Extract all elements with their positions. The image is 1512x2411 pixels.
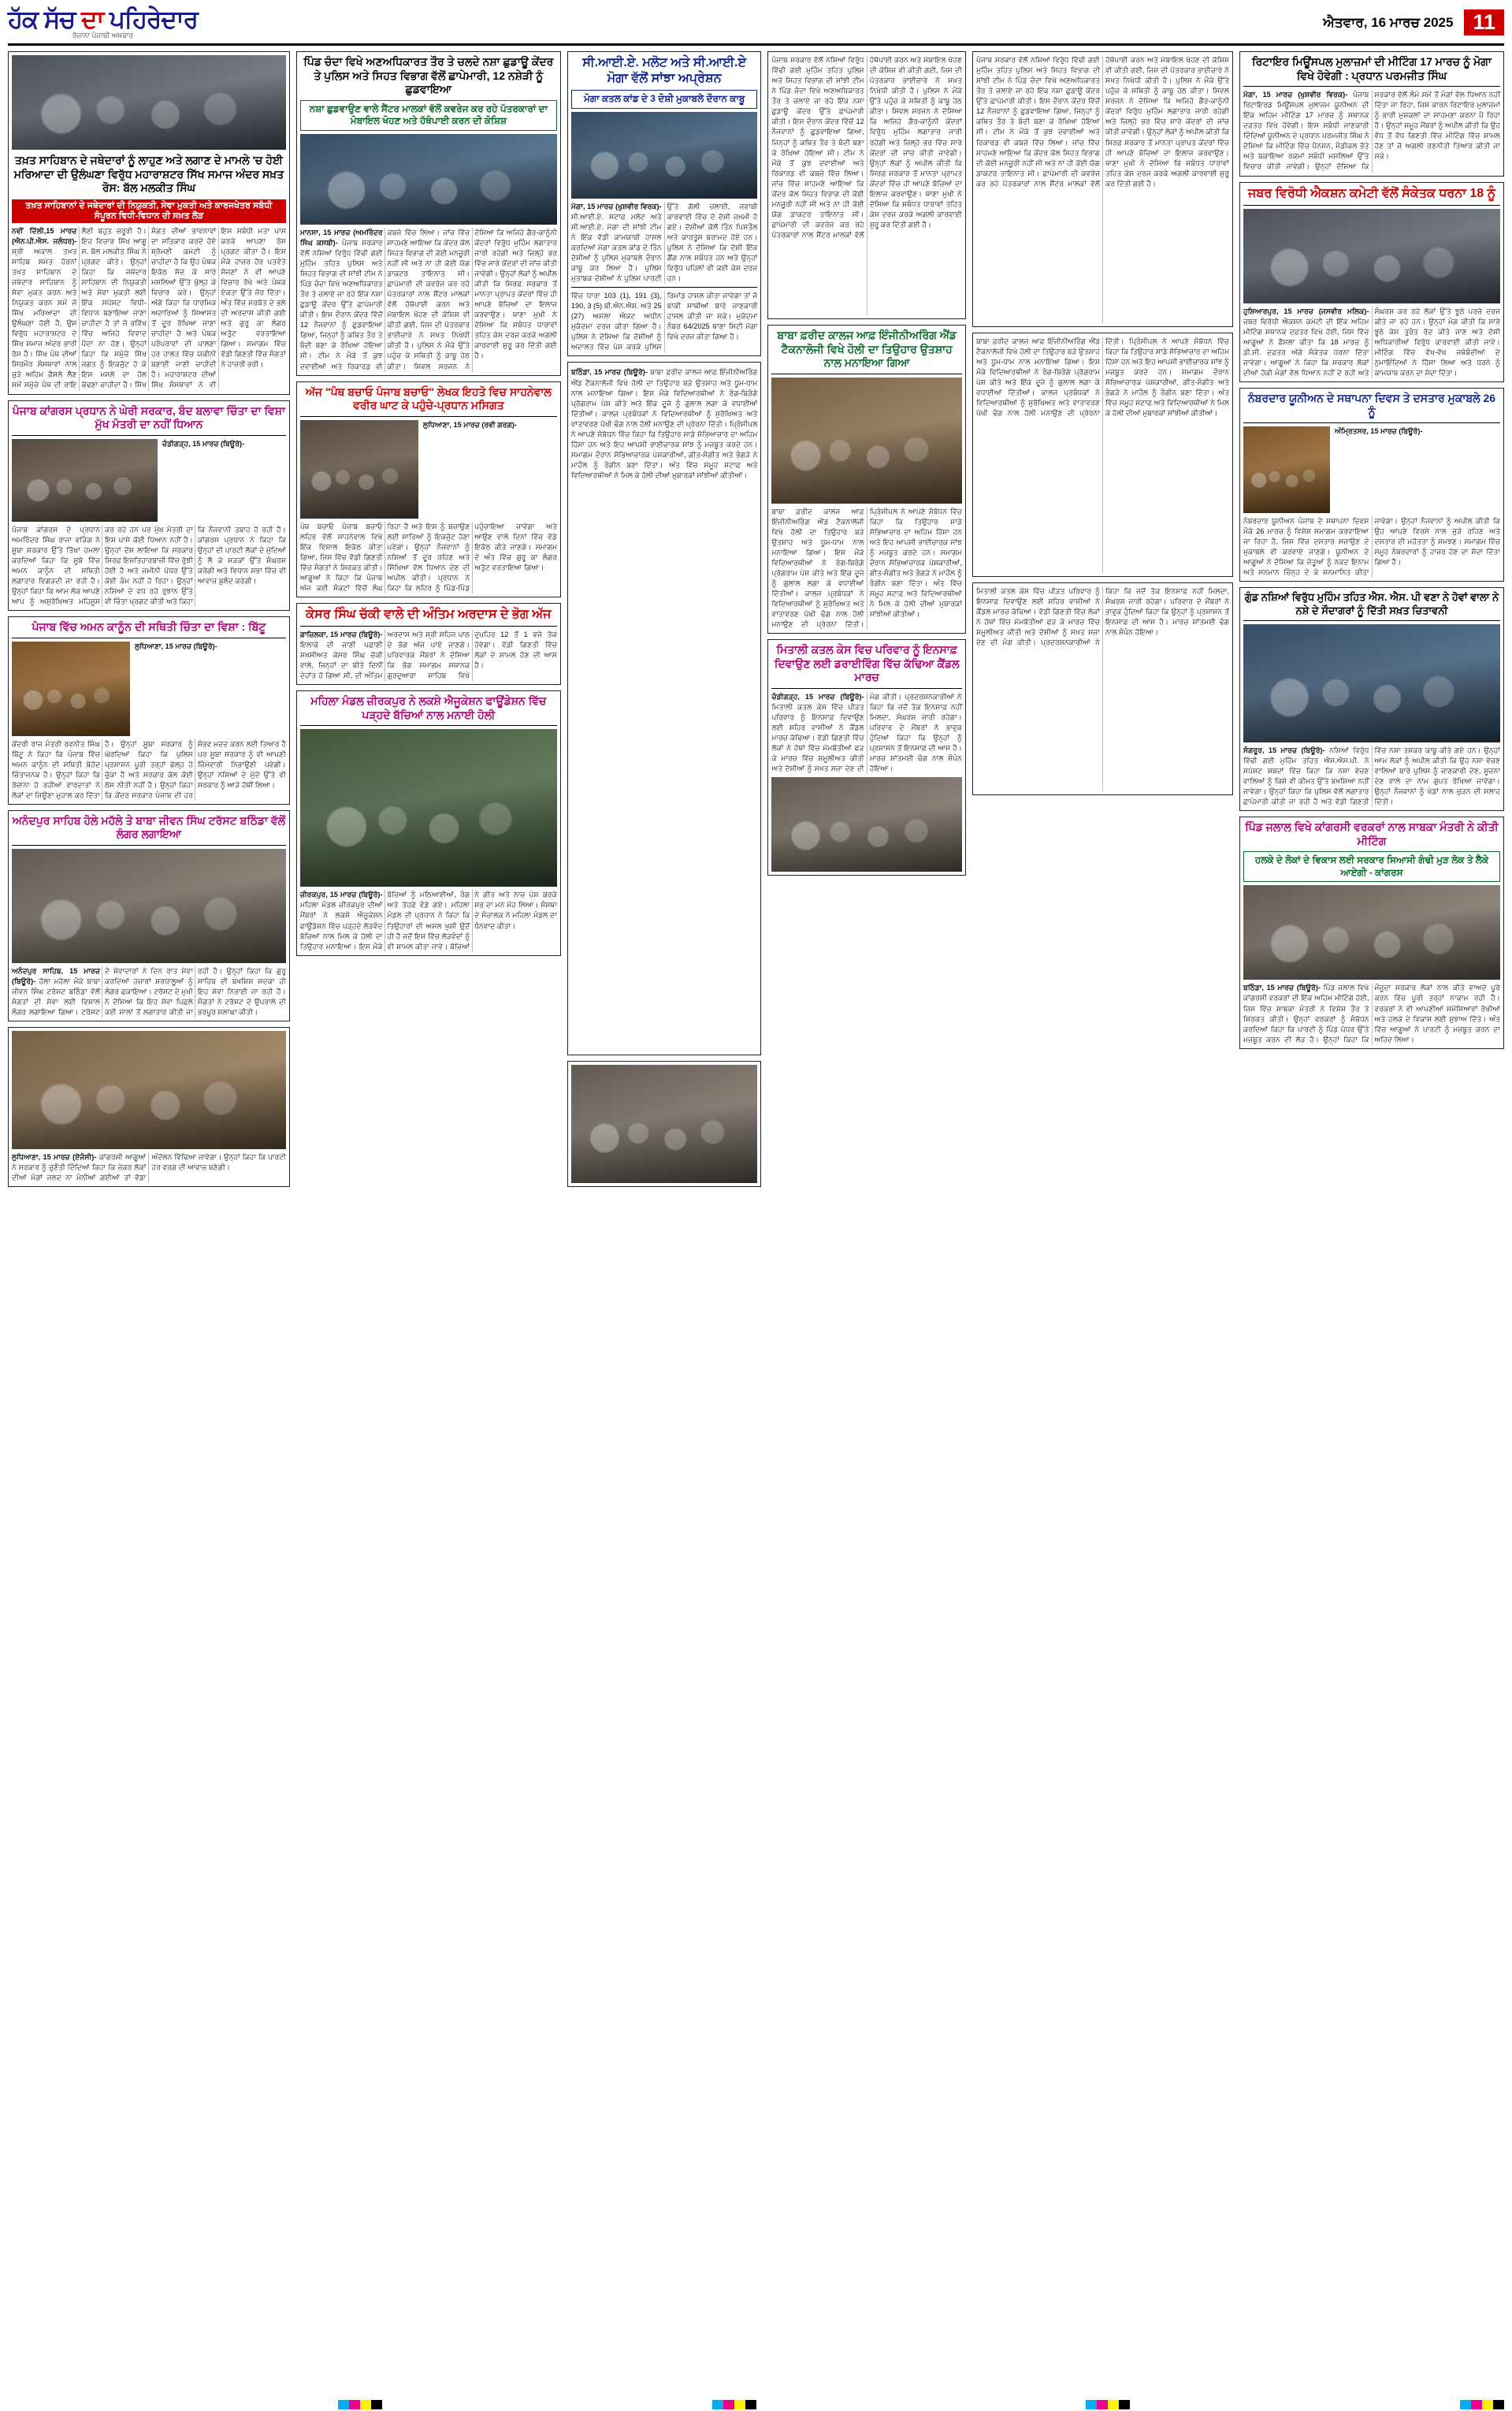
article-a12-photo — [1243, 624, 1500, 742]
article-a1-dateline: ਨਵੀਂ ਦਿੱਲੀ,15 ਮਾਰਚ (ਐਨ.ਪੀ.ਐਸ. ਜਲੰਧਰ)- — [12, 226, 77, 245]
article-a5-text: ਪੰਜਾਬ ਕਾਂਗਰਸ ਦੇ ਪ੍ਰਧਾਨ ਅਮਰਿੰਦਰ ਸਿੰਘ ਰਾਜਾ ਵੜਿੰਗ ਨੇ ਸੂਬਾ ਸਰਕਾਰ ਉੱਤੇ ਤਿੱਖਾ ਹਮਲਾ ਕਰਦਿਆਂ ਕਿਹਾ ਕਿ ਸੂਬੇ ਵਿੱਚ ਅਮਨ ਕਾਨੂੰਨ ਦੀ ਸਥਿਤੀ ਲਗਾਤਾਰ ਵਿਗੜਦੀ ਜਾ ਰਹੀ ਹੈ। ਉਨ੍ਹਾਂ ਕਿਹਾ ਕਿ ਆਮ ਲੋਕ ਆਪਣੇ ਆਪ ਨੂੰ ਅਸੁਰੱਖਿਅਤ ਮਹਿਸੂਸ ਕਰ ਰਹੇ ਹਨ ਪਰ ਮੁੱਖ ਮੰਤਰੀ ਦਾ ਇਸ ਪਾਸੇ ਕੋਈ ਧਿਆਨ ਨਹੀਂ ਹੈ। ਉਨ੍ਹਾਂ ਦੋਸ਼ ਲਾਇਆ ਕਿ ਸਰਕਾਰ ਸਿਰਫ਼ ਇਸ਼ਤਿਹਾਰਬਾਜ਼ੀ ਵਿੱਚ ਰੁੱਝੀ ਹੋਈ ਹੈ ਅਤੇ ਜ਼ਮੀਨੀ ਪੱਧਰ ਉੱਤੇ ਕੋਈ ਕੰਮ ਨਹੀਂ ਹੋ ਰਿਹਾ। ਉਨ੍ਹਾਂ ਨਸ਼ਿਆਂ ਦੇ ਵਧ ਰਹੇ ਰੁਝਾਨ ਉੱਤੇ ਵੀ ਚਿੰਤਾ ਪ੍ਰਗਟ ਕੀਤੀ ਅਤੇ ਕਿਹਾ ਕਿ ਨੌਜਵਾਨੀ ਤਬਾਹ ਹੋ ਰਹੀ ਹੈ। ਕਾਂਗਰਸ ਪ੍ਰਧਾਨ ਨੇ ਕਿਹਾ ਕਿ ਉਨ੍ਹਾਂ ਦੀ ਪਾਰਟੀ ਲੋਕਾਂ ਦੇ ਮੁੱਦਿਆਂ ਨੂੰ ਲੈ ਕੇ ਸੜਕਾਂ ਉੱਤੇ ਸੰਘਰਸ਼ ਕਰੇਗੀ ਅਤੇ ਵਿਧਾਨ ਸਭਾ ਵਿੱਚ ਵੀ ਆਵਾਜ਼ ਬੁਲੰਦ ਕਰੇਗੀ। — [12, 525, 286, 605]
article-a2-dateline: ਮਾਨਸਾ, 15 ਮਾਰਚ (ਅਮਰਿੰਦਰ ਸਿੰਘ ਕਸਬੀ)- — [299, 228, 383, 247]
column-2 — [296, 51, 561, 1187]
article-a1-headline: ਤਖ਼ਤ ਸਾਹਿਬਾਨ ਦੇ ਜਥੇਦਾਰਾਂ ਨੂੰ ਲਾਹੁਣ ਅਤੇ ਲਗਾਣ ਦੇ ਮਾਮਲੇ 'ਚ ਹੋਈ ਮਰਿਆਦਾ ਦੀ ਉਲੰਘਣਾ ਵਿਰੁੱਧ ਮਹਾਰਾਸ਼ਟਰ ਸਿੱਖ ਸਮਾਜ ਅੰਦਰ ਸਖ਼ਤ ਰੋਸ: ਬੱਲ ਮਲਕੀਤ ਸਿੰਘ — [13, 154, 284, 194]
article-a3-headline: ਰਿਟਾਇਰ ਮਿਊਂਸਪਲ ਮੁਲਾਜ਼ਮਾਂ ਦੀ ਮੀਟਿੰਗ 17 ਮਾਰਚ ਨੂੰ ਮੋਗਾ ਵਿਖੇ ਹੋਵੇਗੀ : ਪ੍ਰਧਾਨ ਪਰਮਜੀਤ ਸਿੰਘ — [1252, 55, 1492, 82]
article-a2-sub: ਨਸ਼ਾ ਛੁਡਵਾਉਣ ਵਾਲੇ ਸੈਂਟਰ ਮਾਲਕਾਂ ਵੱਲੋਂ ਕਵਰੇਜ ਕਰ ਰਹੇ ਪੱਤਰਕਾਰਾਂ ਦਾ ਮੋਬਾਇਲ ਖੋਹਣ ਅਤੇ ਹੱਥੋਪਾਈ ਕਰਨ ਦੀ ਕੋਸ਼ਿਸ਼ — [300, 100, 557, 131]
article-a15-photo — [771, 777, 962, 872]
article-a10-text: ਇਲਾਕੇ ਦੀ ਜਾਣੀ ਪਛਾਣੀ ਸ਼ਖ਼ਸੀਅਤ ਕੇਸਰ ਸਿੰਘ ਚੱਕੀ ਵਾਲੇ, ਜਿਨ੍ਹਾਂ ਦਾ ਬੀਤੇ ਦਿਨੀਂ ਦੇਹਾਂਤ ਹੋ ਗਿਆ ਸੀ, ਦੀ ਅੰਤਿਮ ਅਰਦਾਸ ਅਤੇ ਸ੍ਰੀ ਸਹਿਜ ਪਾਠ ਦੇ ਭੋਗ ਅੱਜ ਪਾਏ ਜਾਣਗੇ। ਪਰਿਵਾਰਕ ਮੈਂਬਰਾਂ ਨੇ ਦੱਸਿਆ ਕਿ ਭੋਗ ਸਮਾਗਮ ਸਥਾਨਕ ਗੁਰਦੁਆਰਾ ਸਾਹਿਬ ਵਿਖੇ ਦੁਪਹਿਰ 12 ਤੋਂ 1 ਵਜੇ ਤੱਕ ਹੋਵੇਗਾ। ਵੱਡੀ ਗਿਣਤੀ ਵਿੱਚ ਲੋਕਾਂ ਦੇ ਸ਼ਾਮਲ ਹੋਣ ਦੀ ਆਸ ਹੈ। — [299, 631, 557, 680]
article-a8-text: ਨੰਬਰਦਾਰ ਯੂਨੀਅਨ ਪੰਜਾਬ ਦੇ ਸਥਾਪਨਾ ਦਿਵਸ ਮੌਕੇ 26 ਮਾਰਚ ਨੂੰ ਵਿਸ਼ੇਸ਼ ਸਮਾਗਮ ਕਰਵਾਇਆ ਜਾ ਰਿਹਾ ਹੈ, ਜਿਸ ਵਿੱਚ ਦਸਤਾਰ ਸਜਾਉਣ ਦੇ ਮੁਕਾਬਲੇ ਵੀ ਕਰਵਾਏ ਜਾਣਗੇ। ਯੂਨੀਅਨ ਦੇ ਆਗੂਆਂ ਨੇ ਦੱਸਿਆ ਕਿ ਜੇਤੂਆਂ ਨੂੰ ਨਕਦ ਇਨਾਮ ਅਤੇ ਸਨਮਾਨ ਚਿੰਨ੍ਹ ਦੇ ਕੇ ਸਨਮਾਨਿਤ ਕੀਤਾ ਜਾਵੇਗਾ। ਉਨ੍ਹਾਂ ਨੌਜਵਾਨਾਂ ਨੂੰ ਅਪੀਲ ਕੀਤੀ ਕਿ ਉਹ ਆਪਣੇ ਵਿਰਸੇ ਨਾਲ ਜੁੜੇ ਰਹਿਣ ਅਤੇ ਦਸਤਾਰ ਦੀ ਮਹੱਤਤਾ ਨੂੰ ਸਮਝਣ। ਸਮਾਗਮ ਵਿੱਚ ਸਮੂਹ ਨੰਬਰਦਾਰਾਂ ਨੂੰ ਹਾਜ਼ਰ ਹੋਣ ਦਾ ਸੱਦਾ ਦਿੱਤਾ ਗਿਆ ਹੈ। — [1243, 516, 1500, 577]
article-a12-headline: ਗੁੰਡ ਨਸ਼ਿਆਂ ਵਿਰੁੱਧ ਮੁਹਿੰਮ ਤਹਿਤ ਐਸ. ਐਸ. ਪੀ ਵਣਾ ਨੇ ਹੋਵਾਂ ਵਾਲਾ ਨੇ ਨਸ਼ੇ ਦੇ ਸੌਦਾਗਰਾਂ ਨੂੰ ਦਿੱਤੀ ਸਖ਼ਤ ਚਿਤਾਵਨੀ — [1244, 591, 1499, 616]
logo-tagline: ਰੋਜ਼ਾਨਾ ਪੰਜਾਬੀ ਅਖ਼ਬਾਰ — [72, 31, 133, 39]
article-a11-text-cont: ਬਾਬਾ ਫ਼ਰੀਦ ਕਾਲਜ ਆਫ਼ ਇੰਜੀਨੀਅਰਿੰਗ ਐਂਡ ਟੈਕਨਾਲੋਜੀ ਵਿਖੇ ਹੋਲੀ ਦਾ ਤਿਉਹਾਰ ਬੜੇ ਉਤਸ਼ਾਹ ਅਤੇ ਧੂਮ-ਧਾਮ ਨਾਲ ਮਨਾਇਆ ਗਿਆ। ਇਸ ਮੌਕੇ ਵਿਦਿਆਰਥੀਆਂ ਨੇ ਰੰਗ-ਬਿਰੰਗੇ ਪ੍ਰੋਗਰਾਮ ਪੇਸ਼ ਕੀਤੇ ਅਤੇ ਇੱਕ ਦੂਜੇ ਨੂੰ ਗੁਲਾਲ ਲਗਾ ਕੇ ਵਧਾਈਆਂ ਦਿੱਤੀਆਂ। ਕਾਲਜ ਪ੍ਰਬੰਧਕਾਂ ਨੇ ਵਿਦਿਆਰਥੀਆਂ ਨੂੰ ਸੁਰੱਖਿਅਤ ਅਤੇ ਵਾਤਾਵਰਣ ਪੱਖੀ ਢੰਗ ਨਾਲ ਹੋਲੀ ਮਨਾਉਣ ਦੀ ਪ੍ਰੇਰਨਾ ਦਿੱਤੀ। ਪ੍ਰਿੰਸੀਪਲ ਨੇ ਆਪਣੇ ਸੰਬੋਧਨ ਵਿੱਚ ਕਿਹਾ ਕਿ ਤਿਉਹਾਰ ਸਾਡੇ ਸੱਭਿਆਚਾਰ ਦਾ ਅਹਿਮ ਹਿੱਸਾ ਹਨ ਅਤੇ ਇਹ ਆਪਸੀ ਭਾਈਚਾਰਕ ਸਾਂਝ ਨੂੰ ਮਜ਼ਬੂਤ ਕਰਦੇ ਹਨ। ਸਮਾਗਮ ਦੌਰਾਨ ਸੱਭਿਆਚਾਰਕ ਪੇਸ਼ਕਾਰੀਆਂ, ਗੀਤ-ਸੰਗੀਤ ਅਤੇ ਭੰਗੜੇ ਨੇ ਮਾਹੌਲ ਨੂੰ ਰੰਗੀਨ ਬਣਾ ਦਿੱਤਾ। ਅੰਤ ਵਿੱਚ ਸਮੂਹ ਸਟਾਫ਼ ਅਤੇ ਵਿਦਿਆਰਥੀਆਂ ਨੇ ਮਿਲ ਕੇ ਹੋਲੀ ਦੀਆਂ ਮੁਬਾਰਕਾਂ ਸਾਂਝੀਆਂ ਕੀਤੀਆਂ। — [771, 507, 962, 629]
article-a9-photo — [12, 642, 130, 736]
article-a10-dateline: ਫ਼ਾਜ਼ਿਲਕਾ, 15 ਮਾਰਚ (ਬਿਊਰੋ)- — [299, 631, 383, 638]
article-a2 — [296, 51, 561, 376]
article-a5 — [8, 400, 290, 612]
article-a10-headline: ਕੇਸਰ ਸਿੰਘ ਚੱਕੀ ਵਾਲੇ ਦੀ ਅੰਤਿਮ ਅਰਦਾਸ ਦੇ ਭੋਗ ਅੱਜ — [306, 608, 552, 621]
logo-part2: ਪਹਿਰੇਦਾਰ — [109, 5, 198, 33]
article-a9-headline: ਪੰਜਾਬ ਵਿੱਚ ਅਮਨ ਕਾਨੂੰਨ ਦੀ ਸਥਿਤੀ ਚਿੰਤਾ ਦਾ ਵਿਸ਼ਾ : ਬਿੱਟੂ — [32, 620, 266, 633]
article-a13-photo — [12, 849, 286, 963]
article-a2-photo2-box — [972, 51, 1233, 327]
article-a17-text: ਕਾਂਗਰਸੀ ਆਗੂਆਂ ਨੇ ਸਰਕਾਰ ਨੂੰ ਚੁਣੌਤੀ ਦਿੰਦਿਆਂ ਕਿਹਾ ਕਿ ਜੇਕਰ ਲੋਕਾਂ ਦੀਆਂ ਮੰਗਾਂ ਜਲਦ ਨਾ ਮੰਨੀਆਂ ਗਈਆਂ ਤਾਂ ਵੱਡਾ ਅੰਦੋਲਨ ਵਿੱਢਿਆ ਜਾਵੇਗਾ। ਉਨ੍ਹਾਂ ਕਿਹਾ ਕਿ ਪਾਰਟੀ ਹਰ ਵਰਗ ਦੀ ਆਵਾਜ਼ ਬਣੇਗੀ। — [12, 1153, 286, 1182]
article-a4 — [1239, 182, 1504, 382]
article-a15-text: ਮਿਤਾਲੀ ਕਤਲ ਕੇਸ ਵਿੱਚ ਪੀੜਤ ਪਰਿਵਾਰ ਨੂੰ ਇਨਸਾਫ਼ ਦਿਵਾਉਣ ਲਈ ਸ਼ਹਿਰ ਵਾਸੀਆਂ ਨੇ ਕੈਂਡਲ ਮਾਰਚ ਕੱਢਿਆ। ਵੱਡੀ ਗਿਣਤੀ ਵਿੱਚ ਲੋਕਾਂ ਨੇ ਹੱਥਾਂ ਵਿੱਚ ਮੋਮਬੱਤੀਆਂ ਫੜ ਕੇ ਮਾਰਚ ਵਿੱਚ ਸ਼ਮੂਲੀਅਤ ਕੀਤੀ ਅਤੇ ਦੋਸ਼ੀਆਂ ਨੂੰ ਸਖ਼ਤ ਸਜ਼ਾ ਦੇਣ ਦੀ ਮੰਗ ਕੀਤੀ। ਪ੍ਰਦਰਸ਼ਨਕਾਰੀਆਂ ਨੇ ਕਿਹਾ ਕਿ ਜਦੋਂ ਤੱਕ ਇਨਸਾਫ਼ ਨਹੀਂ ਮਿਲਦਾ, ਸੰਘਰਸ਼ ਜਾਰੀ ਰਹੇਗਾ। ਪਰਿਵਾਰ ਦੇ ਮੈਂਬਰਾਂ ਨੇ ਭਾਵੁਕ ਹੁੰਦਿਆਂ ਕਿਹਾ ਕਿ ਉਨ੍ਹਾਂ ਨੂੰ ਪ੍ਰਸ਼ਾਸਨ ਤੋਂ ਇਨਸਾਫ਼ ਦੀ ਆਸ ਹੈ। ਮਾਰਚ ਸ਼ਾਂਤਮਈ ਢੰਗ ਨਾਲ ਸੰਪੰਨ ਹੋਇਆ। — [771, 692, 962, 773]
article-a6-dateline: ਲੁਧਿਆਣਾ, 15 ਮਾਰਚ (ਰਵੀ ਗਰਗ)- — [422, 420, 517, 429]
article-a1 — [8, 51, 290, 395]
page-number: 11 — [1464, 9, 1504, 35]
article-a15-headline: ਮਿਤਾਲੀ ਕਤਲ ਕੇਸ ਵਿਚ ਪਰਿਵਾਰ ਨੂੰ ਇਨਸਾਫ਼ ਦਿਵਾਉਣ ਲਈ ਡਰਾਈਵਿੰਗ ਵਿੱਚ ਕੱਢਿਆ ਕੈਂਡਲ ਮਾਰਚ — [774, 643, 960, 684]
masthead-logo — [8, 6, 198, 40]
article-a14-dateline: ਜ਼ੀਰਕਪੁਰ, 15 ਮਾਰਚ (ਬਿਊਰੋ)- — [299, 891, 383, 899]
article-a1-photo — [12, 55, 286, 150]
article-a11-cont — [972, 333, 1233, 577]
article-a15 — [767, 639, 966, 876]
article-a6-headline: ਅੱਜ "ਪੰਥ ਬਚਾਓ ਪੰਜਾਬ ਬਚਾਓ" ਲੇਖਕ ਇਹਤੋ ਵਿਚ ਸਾਹਨੇਵਾਲ ਵਰੀਰ ਘਾਟ ਕੇ ਪਹੁੰਚੇ-ਪ੍ਰਧਾਨ ਮਸਿਗਤ — [305, 385, 552, 412]
article-a9-text: ਕੇਂਦਰੀ ਰਾਜ ਮੰਤਰੀ ਰਵਨੀਤ ਸਿੰਘ ਬਿੱਟੂ ਨੇ ਕਿਹਾ ਕਿ ਪੰਜਾਬ ਵਿੱਚ ਅਮਨ ਕਾਨੂੰਨ ਦੀ ਸਥਿਤੀ ਬੇਹੱਦ ਚਿੰਤਾਜਨਕ ਹੈ। ਉਨ੍ਹਾਂ ਕਿਹਾ ਕਿ ਰੋਜ਼ਾਨਾ ਹੋ ਰਹੀਆਂ ਵਾਰਦਾਤਾਂ ਨੇ ਲੋਕਾਂ ਦਾ ਜਿਊਣਾ ਮੁਹਾਲ ਕਰ ਦਿੱਤਾ ਹੈ। ਉਨ੍ਹਾਂ ਸੂਬਾ ਸਰਕਾਰ ਨੂੰ ਘੇਰਦਿਆਂ ਕਿਹਾ ਕਿ ਪੁਲਿਸ ਪ੍ਰਸ਼ਾਸਨ ਪੂਰੀ ਤਰ੍ਹਾਂ ਫੇਲ੍ਹ ਹੋ ਚੁੱਕਾ ਹੈ ਅਤੇ ਸਰਕਾਰ ਕੋਲ ਕੋਈ ਠੋਸ ਨੀਤੀ ਨਹੀਂ ਹੈ। ਉਨ੍ਹਾਂ ਕਿਹਾ ਕਿ ਕੇਂਦਰ ਸਰਕਾਰ ਪੰਜਾਬ ਦੀ ਹਰ ਸੰਭਵ ਮਦਦ ਕਰਨ ਲਈ ਤਿਆਰ ਹੈ ਪਰ ਸੂਬਾ ਸਰਕਾਰ ਨੂੰ ਵੀ ਆਪਣੀ ਜ਼ਿੰਮੇਵਾਰੀ ਨਿਭਾਉਣੀ ਪਵੇਗੀ। ਉਨ੍ਹਾਂ ਨਸ਼ਿਆਂ ਦੇ ਮੁੱਦੇ ਉੱਤੇ ਵੀ ਸਰਕਾਰ ਨੂੰ ਆੜੇ ਹੱਥੀਂ ਲਿਆ। — [12, 739, 286, 799]
article-a4-text: ਜਬਰ ਵਿਰੋਧੀ ਐਕਸ਼ਨ ਕਮੇਟੀ ਦੀ ਇੱਕ ਅਹਿਮ ਮੀਟਿੰਗ ਸਥਾਨਕ ਦਫ਼ਤਰ ਵਿਖੇ ਹੋਈ, ਜਿਸ ਵਿੱਚ ਆਗੂਆਂ ਨੇ ਫ਼ੈਸਲਾ ਕੀਤਾ ਕਿ 18 ਮਾਰਚ ਨੂੰ ਡੀ.ਸੀ. ਦਫ਼ਤਰ ਅੱਗੇ ਸੰਕੇਤਕ ਧਰਨਾ ਦਿੱਤਾ ਜਾਵੇਗਾ। ਆਗੂਆਂ ਨੇ ਕਿਹਾ ਕਿ ਸਰਕਾਰ ਲੋਕਾਂ ਦੀਆਂ ਹੱਕੀ ਮੰਗਾਂ ਵੱਲ ਧਿਆਨ ਨਹੀਂ ਦੇ ਰਹੀ ਅਤੇ ਸੰਘਰਸ਼ ਕਰ ਰਹੇ ਲੋਕਾਂ ਉੱਤੇ ਝੂਠੇ ਪਰਚੇ ਦਰਜ ਕੀਤੇ ਜਾ ਰਹੇ ਹਨ। ਉਨ੍ਹਾਂ ਮੰਗ ਕੀਤੀ ਕਿ ਸਾਰੇ ਝੂਠੇ ਕੇਸ ਤੁਰੰਤ ਰੱਦ ਕੀਤੇ ਜਾਣ ਅਤੇ ਦੋਸ਼ੀ ਅਧਿਕਾਰੀਆਂ ਵਿਰੁੱਧ ਕਾਰਵਾਈ ਕੀਤੀ ਜਾਵੇ। ਮੀਟਿੰਗ ਵਿੱਚ ਵੱਖ-ਵੱਖ ਜਥੇਬੰਦੀਆਂ ਦੇ ਨੁਮਾਇੰਦਿਆਂ ਨੇ ਹਿੱਸਾ ਲਿਆ ਅਤੇ ਧਰਨੇ ਨੂੰ ਕਾਮਯਾਬ ਕਰਨ ਦਾ ਸੱਦਾ ਦਿੱਤਾ। — [1243, 307, 1500, 377]
article-a15-cont — [972, 582, 1233, 795]
article-a8-photo — [1243, 426, 1330, 513]
article-a7-headline: ਸੀ.ਆਈ.ਏ. ਮਲੋਟ ਅਤੇ ਸੀ.ਆਈ.ਏ ਮੋਗਾ ਵੱਲੋਂ ਸਾਂਝਾ ਅਪ੍ਰੇਸ਼ਨ — [582, 56, 747, 85]
article-a2-cont — [767, 51, 966, 319]
article-a8-headline: ਨੰਬਰਦਾਰ ਯੂਨੀਅਨ ਦੇ ਸਥਾਪਨਾ ਦਿਵਸ ਤੇ ਦਸਤਾਰ ਮੁਕਾਬਲੇ 26 ਨੂੰ — [1247, 391, 1496, 419]
article-a13 — [8, 810, 290, 1021]
article-a16 — [1239, 817, 1504, 1049]
article-a4-photo — [1243, 209, 1500, 303]
color-registration-bar — [8, 2400, 1504, 2409]
article-a12 — [1239, 587, 1504, 811]
column-5 — [972, 51, 1233, 1187]
article-a7-sub: ਮੋਗਾ ਕਤਲ ਕਾਂਡ ਦੇ 3 ਦੋਸ਼ੀ ਮੁਕਾਬਲੇ ਦੌਰਾਨ ਕਾਬੂ — [571, 90, 758, 109]
article-a8-dateline: ਅੰਮ੍ਰਿਤਸਰ, 15 ਮਾਰਚ (ਬਿਊਰੋ)- — [1335, 426, 1423, 435]
article-a13-text: ਹੋਲਾ ਮਹੱਲਾ ਮੌਕੇ ਬਾਬਾ ਜੀਵਨ ਸਿੰਘ ਟਰੱਸਟ ਬਠਿੰਡਾ ਵੱਲੋਂ ਸੰਗਤਾਂ ਦੀ ਸੇਵਾ ਲਈ ਵਿਸ਼ਾਲ ਲੰਗਰ ਲਗਾਇਆ ਗਿਆ। ਟਰੱਸਟ ਦੇ ਸੇਵਾਦਾਰਾਂ ਨੇ ਦਿਨ ਰਾਤ ਸੇਵਾ ਕਰਦਿਆਂ ਹਜ਼ਾਰਾਂ ਸ਼ਰਧਾਲੂਆਂ ਨੂੰ ਲੰਗਰ ਛਕਾਇਆ। ਟਰੱਸਟ ਦੇ ਮੁਖੀ ਨੇ ਦੱਸਿਆ ਕਿ ਇਹ ਸੇਵਾ ਪਿਛਲੇ ਕਈ ਸਾਲਾਂ ਤੋਂ ਲਗਾਤਾਰ ਕੀਤੀ ਜਾ ਰਹੀ ਹੈ। ਉਨ੍ਹਾਂ ਕਿਹਾ ਕਿ ਗੁਰੂ ਸਾਹਿਬ ਦੀ ਬਖ਼ਸ਼ਿਸ਼ ਸਦਕਾ ਹੀ ਇਹ ਸੇਵਾ ਨਿਭਾਈ ਜਾ ਰਹੀ ਹੈ। ਸੰਗਤਾਂ ਨੇ ਟਰੱਸਟ ਦੇ ਉਪਰਾਲੇ ਦੀ ਭਰਪੂਰ ਸ਼ਲਾਘਾ ਕੀਤੀ। — [12, 966, 286, 1017]
article-a13-headline: ਅਨੰਦਪੁਰ ਸਾਹਿਬ ਹੋਲੇ ਮਹੱਲੇ ਤੇ ਬਾਬਾ ਜੀਵਨ ਸਿੰਘ ਟਰੱਸਟ ਬਠਿੰਡਾ ਵੱਲੋਂ ਲੰਗਰ ਲਗਾਇਆ — [12, 813, 286, 841]
article-a3-dateline: ਮੋਗਾ, 15 ਮਾਰਚ (ਖੁਸ਼ਵੀਰ ਵਿਰਕ)- — [1243, 91, 1348, 99]
article-a14 — [296, 690, 561, 955]
article-a11-headline: ਬਾਬਾ ਫ਼ਰੀਦ ਕਾਲਜ ਆਫ਼ ਇੰਜੀਨੀਅਰਿੰਗ ਐਂਡ ਟੈਕਨਾਲੋਜੀ ਵਿਖੇ ਹੋਲੀ ਦਾ ਤਿਉਹਾਰ ਉਤਸ਼ਾਹ ਨਾਲ ਮਨਾਇਆ ਗਿਆ — [777, 329, 957, 369]
article-a16-text: ਪਿੰਡ ਜਲਾਲ ਵਿਖੇ ਕਾਂਗਰਸੀ ਵਰਕਰਾਂ ਦੀ ਇੱਕ ਅਹਿਮ ਮੀਟਿੰਗ ਹੋਈ, ਜਿਸ ਵਿੱਚ ਸਾਬਕਾ ਮੰਤਰੀ ਨੇ ਵਿਸ਼ੇਸ਼ ਤੌਰ ਤੇ ਸ਼ਿਰਕਤ ਕੀਤੀ। ਉਨ੍ਹਾਂ ਵਰਕਰਾਂ ਨੂੰ ਸੰਬੋਧਨ ਕਰਦਿਆਂ ਕਿਹਾ ਕਿ ਪਾਰਟੀ ਨੂੰ ਪਿੰਡ ਪੱਧਰ ਉੱਤੇ ਮਜ਼ਬੂਤ ਕਰਨ ਦੀ ਲੋੜ ਹੈ। ਉਨ੍ਹਾਂ ਕਿਹਾ ਕਿ ਮੌਜੂਦਾ ਸਰਕਾਰ ਲੋਕਾਂ ਨਾਲ ਕੀਤੇ ਵਾਅਦੇ ਪੂਰੇ ਕਰਨ ਵਿੱਚ ਪੂਰੀ ਤਰ੍ਹਾਂ ਨਾਕਾਮ ਰਹੀ ਹੈ। ਵਰਕਰਾਂ ਨੇ ਵੀ ਆਪਣੀਆਂ ਸਮੱਸਿਆਵਾਂ ਰੱਖੀਆਂ ਅਤੇ ਹਲਕੇ ਦੇ ਵਿਕਾਸ ਲਈ ਸੁਝਾਅ ਦਿੱਤੇ। ਅੰਤ ਵਿੱਚ ਆਗੂਆਂ ਨੇ ਪਾਰਟੀ ਨੂੰ ਮਜ਼ਬੂਤ ਕਰਨ ਦਾ ਅਹਿਦ ਲਿਆ। — [1243, 984, 1500, 1044]
article-a16-dateline: ਬਠਿੰਡਾ, 15 ਮਾਰਚ (ਬਿਊਰੋ)- — [1243, 984, 1321, 992]
column-1 — [8, 51, 290, 1187]
article-a14-text: ਮਹਿਲਾ ਮੰਡਲ ਜ਼ੀਰਕਪੁਰ ਦੀਆਂ ਮੈਂਬਰਾਂ ਨੇ ਲਕਸ਼ੇ ਐਜੂਕੇਸ਼ਨ ਫਾਊਂਡੇਸ਼ਨ ਵਿੱਚ ਪੜ੍ਹਦੇ ਲੋੜਵੰਦ ਬੱਚਿਆਂ ਨਾਲ ਮਿਲ ਕੇ ਹੋਲੀ ਦਾ ਤਿਉਹਾਰ ਮਨਾਇਆ। ਇਸ ਮੌਕੇ ਬੱਚਿਆਂ ਨੂੰ ਮਠਿਆਈਆਂ, ਰੰਗ ਅਤੇ ਤੋਹਫ਼ੇ ਵੰਡੇ ਗਏ। ਮਹਿਲਾ ਮੰਡਲ ਦੀ ਪ੍ਰਧਾਨ ਨੇ ਕਿਹਾ ਕਿ ਤਿਉਹਾਰਾਂ ਦੀ ਅਸਲ ਖ਼ੁਸ਼ੀ ਉਦੋਂ ਹੀ ਹੈ ਜਦੋਂ ਇਸ ਵਿੱਚ ਲੋੜਵੰਦਾਂ ਨੂੰ ਵੀ ਸ਼ਾਮਲ ਕੀਤਾ ਜਾਵੇ। ਬੱਚਿਆਂ ਨੇ ਗੀਤ ਅਤੇ ਨਾਚ ਪੇਸ਼ ਕਰਕੇ ਸਭ ਦਾ ਮਨ ਮੋਹ ਲਿਆ। ਸੰਸਥਾ ਦੇ ਸੰਚਾਲਕ ਨੇ ਮਹਿਲਾ ਮੰਡਲ ਦਾ ਧੰਨਵਾਦ ਕੀਤਾ। — [299, 891, 557, 951]
article-a17-photo — [12, 1031, 286, 1149]
article-a17-dateline: ਲੁਧਿਆਣਾ, 15 ਮਾਰਚ (ਏਜੰਸੀ)- — [12, 1153, 97, 1162]
article-a14-headline: ਮਹਿਲਾ ਮੰਡਲ ਜ਼ੀਰਕਪੁਰ ਨੇ ਲਕਸ਼ੇ ਐਜੂਕੇਸ਼ਨ ਫਾਊਂਡੇਸ਼ਨ ਵਿੱਚ ਪੜ੍ਹਦੇ ਬੱਚਿਆਂ ਨਾਲ ਮਨਾਈ ਹੋਲੀ — [310, 694, 547, 721]
article-a4-headline: ਜਬਰ ਵਿਰੋਧੀ ਐਕਸ਼ਨ ਕਮੇਟੀ ਵੱਲੋਂ ਸੰਕੇਤਕ ਧਰਨਾ 18 ਨੂੰ — [1247, 186, 1496, 200]
article-a2-text: ਪੰਜਾਬ ਸਰਕਾਰ ਵੱਲੋਂ ਨਸ਼ਿਆਂ ਵਿਰੁੱਧ ਵਿੱਢੀ ਗਈ ਮੁਹਿੰਮ ਤਹਿਤ ਪੁਲਿਸ ਅਤੇ ਸਿਹਤ ਵਿਭਾਗ ਦੀ ਸਾਂਝੀ ਟੀਮ ਨੇ ਪਿੰਡ ਚੰਦਾ ਵਿਖੇ ਅਣਅਧਿਕਾਰਤ ਤੌਰ ਤੇ ਚਲਾਏ ਜਾ ਰਹੇ ਇੱਕ ਨਸ਼ਾ ਛੁਡਾਊ ਕੇਂਦਰ ਉੱਤੇ ਛਾਪੇਮਾਰੀ ਕੀਤੀ। ਇਸ ਦੌਰਾਨ ਕੇਂਦਰ ਵਿੱਚੋਂ 12 ਨੌਜਵਾਨਾਂ ਨੂੰ ਛੁਡਵਾਇਆ ਗਿਆ, ਜਿਨ੍ਹਾਂ ਨੂੰ ਕਥਿਤ ਤੌਰ ਤੇ ਬੰਦੀ ਬਣਾ ਕੇ ਰੱਖਿਆ ਹੋਇਆ ਸੀ। ਟੀਮ ਨੇ ਮੌਕੇ ਤੋਂ ਕੁਝ ਦਵਾਈਆਂ ਅਤੇ ਰਿਕਾਰਡ ਵੀ ਕਬਜ਼ੇ ਵਿੱਚ ਲਿਆ। ਜਾਂਚ ਵਿੱਚ ਸਾਹਮਣੇ ਆਇਆ ਕਿ ਕੇਂਦਰ ਕੋਲ ਸਿਹਤ ਵਿਭਾਗ ਦੀ ਕੋਈ ਮਨਜ਼ੂਰੀ ਨਹੀਂ ਸੀ ਅਤੇ ਨਾ ਹੀ ਕੋਈ ਯੋਗ ਡਾਕਟਰ ਤਾਇਨਾਤ ਸੀ। ਛਾਪੇਮਾਰੀ ਦੀ ਕਵਰੇਜ ਕਰ ਰਹੇ ਪੱਤਰਕਾਰਾਂ ਨਾਲ ਸੈਂਟਰ ਮਾਲਕਾਂ ਵੱਲੋਂ ਹੱਥੋਪਾਈ ਕਰਨ ਅਤੇ ਮੋਬਾਇਲ ਖੋਹਣ ਦੀ ਕੋਸ਼ਿਸ਼ ਵੀ ਕੀਤੀ ਗਈ, ਜਿਸ ਦੀ ਪੱਤਰਕਾਰ ਭਾਈਚਾਰੇ ਨੇ ਸਖ਼ਤ ਨਿਖੇਧੀ ਕੀਤੀ ਹੈ। ਪੁਲਿਸ ਨੇ ਮੌਕੇ ਉੱਤੇ ਪਹੁੰਚ ਕੇ ਸਥਿਤੀ ਨੂੰ ਕਾਬੂ ਹੇਠ ਕੀਤਾ। ਸਿਵਲ ਸਰਜਨ ਨੇ ਦੱਸਿਆ ਕਿ ਅਜਿਹੇ ਗੈਰ-ਕਾਨੂੰਨੀ ਕੇਂਦਰਾਂ ਵਿਰੁੱਧ ਮੁਹਿੰਮ ਲਗਾਤਾਰ ਜਾਰੀ ਰਹੇਗੀ ਅਤੇ ਜ਼ਿਲ੍ਹੇ ਭਰ ਵਿੱਚ ਸਾਰੇ ਕੇਂਦਰਾਂ ਦੀ ਜਾਂਚ ਕੀਤੀ ਜਾਵੇਗੀ। ਉਨ੍ਹਾਂ ਲੋਕਾਂ ਨੂੰ ਅਪੀਲ ਕੀਤੀ ਕਿ ਸਿਰਫ਼ ਸਰਕਾਰ ਤੋਂ ਮਾਨਤਾ ਪ੍ਰਾਪਤ ਕੇਂਦਰਾਂ ਵਿੱਚ ਹੀ ਆਪਣੇ ਬੱਚਿਆਂ ਦਾ ਇਲਾਜ ਕਰਵਾਉਣ। ਥਾਣਾ ਮੁਖੀ ਨੇ ਦੱਸਿਆ ਕਿ ਸਬੰਧਤ ਧਾਰਾਵਾਂ ਤਹਿਤ ਕੇਸ ਦਰਜ ਕਰਕੇ ਅਗਲੀ ਕਾਰਵਾਈ ਸ਼ੁਰੂ ਕਰ ਦਿੱਤੀ ਗਈ ਹੈ। — [299, 228, 557, 370]
article-a3 — [1239, 51, 1504, 177]
article-a7-dateline: ਮੋਗਾ, 15 ਮਾਰਚ (ਖੁਸ਼ਵੀਰ ਵਿਰਕ)- — [570, 202, 662, 210]
article-a16-headline: ਪਿੰਡ ਜਲਾਲ ਵਿਖੇ ਕਾਂਗਰਸੀ ਵਰਕਰਾਂ ਨਾਲ ਸਾਬਕਾ ਮੰਤਰੀ ਨੇ ਕੀਤੀ ਮੀਟਿੰਗ — [1245, 820, 1499, 847]
article-a15-text-cont: ਮਿਤਾਲੀ ਕਤਲ ਕੇਸ ਵਿੱਚ ਪੀੜਤ ਪਰਿਵਾਰ ਨੂੰ ਇਨਸਾਫ਼ ਦਿਵਾਉਣ ਲਈ ਸ਼ਹਿਰ ਵਾਸੀਆਂ ਨੇ ਕੈਂਡਲ ਮਾਰਚ ਕੱਢਿਆ। ਵੱਡੀ ਗਿਣਤੀ ਵਿੱਚ ਲੋਕਾਂ ਨੇ ਹੱਥਾਂ ਵਿੱਚ ਮੋਮਬੱਤੀਆਂ ਫੜ ਕੇ ਮਾਰਚ ਵਿੱਚ ਸ਼ਮੂਲੀਅਤ ਕੀਤੀ ਅਤੇ ਦੋਸ਼ੀਆਂ ਨੂੰ ਸਖ਼ਤ ਸਜ਼ਾ ਦੇਣ ਦੀ ਮੰਗ ਕੀਤੀ। ਪ੍ਰਦਰਸ਼ਨਕਾਰੀਆਂ ਨੇ ਕਿਹਾ ਕਿ ਜਦੋਂ ਤੱਕ ਇਨਸਾਫ਼ ਨਹੀਂ ਮਿਲਦਾ, ਸੰਘਰਸ਼ ਜਾਰੀ ਰਹੇਗਾ। ਪਰਿਵਾਰ ਦੇ ਮੈਂਬਰਾਂ ਨੇ ਭਾਵੁਕ ਹੁੰਦਿਆਂ ਕਿਹਾ ਕਿ ਉਨ੍ਹਾਂ ਨੂੰ ਪ੍ਰਸ਼ਾਸਨ ਤੋਂ ਇਨਸਾਫ਼ ਦੀ ਆਸ ਹੈ। ਮਾਰਚ ਸ਼ਾਂਤਮਈ ਢੰਗ ਨਾਲ ਸੰਪੰਨ ਹੋਇਆ। — [975, 587, 1229, 647]
article-a11 — [767, 325, 966, 634]
article-a7-text2: ਵਿੱਚ ਧਾਰਾ 103 (1), 191 (3), 190, 3 (5) ਬੀ.ਐਨ.ਐਸ. ਅਤੇ 25 (27) ਅਸਲਾ ਐਕਟ ਅਧੀਨ ਮੁਕੱਦਮਾ ਦਰਜ ਕੀਤਾ ਗਿਆ ਹੈ। ਪੁਲਿਸ ਨੇ ਦੱਸਿਆ ਕਿ ਦੋਸ਼ੀਆਂ ਨੂੰ ਅਦਾਲਤ ਵਿੱਚ ਪੇਸ਼ ਕਰਕੇ ਪੁਲਿਸ ਰਿਮਾਂਡ ਹਾਸਲ ਕੀਤਾ ਜਾਵੇਗਾ ਤਾਂ ਜੋ ਬਾਕੀ ਸਾਥੀਆਂ ਬਾਰੇ ਜਾਣਕਾਰੀ ਹਾਸਲ ਕੀਤੀ ਜਾ ਸਕੇ। ਮੁਕੱਦਮਾ ਨੰਬਰ 64/2025 ਥਾਣਾ ਸਿਟੀ ਮੋਗਾ ਵਿਖੇ ਦਰਜ ਕੀਤਾ ਗਿਆ ਹੈ। — [570, 292, 758, 352]
article-a1-band: ਤਖ਼ਤ ਸਾਹਿਬਾਨਾਂ ਦੇ ਜਥੇਦਾਰਾਂ ਦੀ ਨਿਯੁਕਤੀ, ਸੇਵਾ ਮੁਕਤੀ ਅਤੇ ਕਾਰਜਖੇਤਰ ਸਬੰਧੀ ਸੰਪੂਰਨ ਵਿਧੀ-ਵਿਧਾਨ ਦੀ ਸਖ਼ਤ ਲੋੜ — [12, 199, 286, 223]
article-a5-dateline: ਚੰਡੀਗੜ੍ਹ, 15 ਮਾਰਚ (ਬਿਊਰੋ)- — [162, 439, 245, 448]
article-a2-headline: ਪਿੰਡ ਚੰਦਾ ਵਿਖੇ ਅਣਅਧਿਕਾਰਤ ਤੌਰ ਤੇ ਚਲਦੇ ਨਸ਼ਾ ਛੁਡਾਊ ਕੇਂਦਰ ਤੇ ਪੁਲਿਸ ਅਤੇ ਸਿਹਤ ਵਿਭਾਗ ਵੱਲੋਂ ਛਾਪੇਮਾਰੀ, 12 ਨਸ਼ੇੜੀ ਨੂੰ ਛੁਡਵਾਇਆ — [303, 55, 554, 95]
article-a5-photo — [12, 439, 158, 522]
article-a9 — [8, 616, 290, 805]
article-a2-text-cont2: ਪੰਜਾਬ ਸਰਕਾਰ ਵੱਲੋਂ ਨਸ਼ਿਆਂ ਵਿਰੁੱਧ ਵਿੱਢੀ ਗਈ ਮੁਹਿੰਮ ਤਹਿਤ ਪੁਲਿਸ ਅਤੇ ਸਿਹਤ ਵਿਭਾਗ ਦੀ ਸਾਂਝੀ ਟੀਮ ਨੇ ਪਿੰਡ ਚੰਦਾ ਵਿਖੇ ਅਣਅਧਿਕਾਰਤ ਤੌਰ ਤੇ ਚਲਾਏ ਜਾ ਰਹੇ ਇੱਕ ਨਸ਼ਾ ਛੁਡਾਊ ਕੇਂਦਰ ਉੱਤੇ ਛਾਪੇਮਾਰੀ ਕੀਤੀ। ਇਸ ਦੌਰਾਨ ਕੇਂਦਰ ਵਿੱਚੋਂ 12 ਨੌਜਵਾਨਾਂ ਨੂੰ ਛੁਡਵਾਇਆ ਗਿਆ, ਜਿਨ੍ਹਾਂ ਨੂੰ ਕਥਿਤ ਤੌਰ ਤੇ ਬੰਦੀ ਬਣਾ ਕੇ ਰੱਖਿਆ ਹੋਇਆ ਸੀ। ਟੀਮ ਨੇ ਮੌਕੇ ਤੋਂ ਕੁਝ ਦਵਾਈਆਂ ਅਤੇ ਰਿਕਾਰਡ ਵੀ ਕਬਜ਼ੇ ਵਿੱਚ ਲਿਆ। ਜਾਂਚ ਵਿੱਚ ਸਾਹਮਣੇ ਆਇਆ ਕਿ ਕੇਂਦਰ ਕੋਲ ਸਿਹਤ ਵਿਭਾਗ ਦੀ ਕੋਈ ਮਨਜ਼ੂਰੀ ਨਹੀਂ ਸੀ ਅਤੇ ਨਾ ਹੀ ਕੋਈ ਯੋਗ ਡਾਕਟਰ ਤਾਇਨਾਤ ਸੀ। ਛਾਪੇਮਾਰੀ ਦੀ ਕਵਰੇਜ ਕਰ ਰਹੇ ਪੱਤਰਕਾਰਾਂ ਨਾਲ ਸੈਂਟਰ ਮਾਲਕਾਂ ਵੱਲੋਂ ਹੱਥੋਪਾਈ ਕਰਨ ਅਤੇ ਮੋਬਾਇਲ ਖੋਹਣ ਦੀ ਕੋਸ਼ਿਸ਼ ਵੀ ਕੀਤੀ ਗਈ, ਜਿਸ ਦੀ ਪੱਤਰਕਾਰ ਭਾਈਚਾਰੇ ਨੇ ਸਖ਼ਤ ਨਿਖੇਧੀ ਕੀਤੀ ਹੈ। ਪੁਲਿਸ ਨੇ ਮੌਕੇ ਉੱਤੇ ਪਹੁੰਚ ਕੇ ਸਥਿਤੀ ਨੂੰ ਕਾਬੂ ਹੇਠ ਕੀਤਾ। ਸਿਵਲ ਸਰਜਨ ਨੇ ਦੱਸਿਆ ਕਿ ਅਜਿਹੇ ਗੈਰ-ਕਾਨੂੰਨੀ ਕੇਂਦਰਾਂ ਵਿਰੁੱਧ ਮੁਹਿੰਮ ਲਗਾਤਾਰ ਜਾਰੀ ਰਹੇਗੀ ਅਤੇ ਜ਼ਿਲ੍ਹੇ ਭਰ ਵਿੱਚ ਸਾਰੇ ਕੇਂਦਰਾਂ ਦੀ ਜਾਂਚ ਕੀਤੀ ਜਾਵੇਗੀ। ਉਨ੍ਹਾਂ ਲੋਕਾਂ ਨੂੰ ਅਪੀਲ ਕੀਤੀ ਕਿ ਸਿਰਫ਼ ਸਰਕਾਰ ਤੋਂ ਮਾਨਤਾ ਪ੍ਰਾਪਤ ਕੇਂਦਰਾਂ ਵਿੱਚ ਹੀ ਆਪਣੇ ਬੱਚਿਆਂ ਦਾ ਇਲਾਜ ਕਰਵਾਉਣ। ਥਾਣਾ ਮੁਖੀ ਨੇ ਦੱਸਿਆ ਕਿ ਸਬੰਧਤ ਧਾਰਾਵਾਂ ਤਹਿਤ ਕੇਸ ਦਰਜ ਕਰਕੇ ਅਗਲੀ ਕਾਰਵਾਈ ਸ਼ੁਰੂ ਕਰ ਦਿੱਤੀ ਗਈ ਹੈ। — [975, 56, 1229, 188]
logo-part-red: ਦਾ — [80, 5, 104, 33]
article-a16-photo — [1243, 885, 1500, 980]
article-a1-text: ਸ੍ਰੀ ਅਕਾਲ ਤਖ਼ਤ ਸਾਹਿਬ ਸਮੇਤ ਹੋਰਨਾਂ ਤਖ਼ਤ ਸਾਹਿਬਾਨ ਦੇ ਜਥੇਦਾਰ ਸਾਹਿਬਾਨ ਨੂੰ ਸੇਵਾ ਮੁਕਤ ਕਰਨ ਅਤੇ ਨਿਯੁਕਤ ਕਰਨ ਸਮੇਂ ਜੋ ਸਿੱਖ ਮਰਿਆਦਾ ਦੀ ਉਲੰਘਣਾ ਹੋਈ ਹੈ, ਉਸ ਵਿਰੁੱਧ ਮਹਾਰਾਸ਼ਟਰ ਦੇ ਸਿੱਖ ਸਮਾਜ ਅੰਦਰ ਭਾਰੀ ਰੋਸ ਹੈ। ਸਿੱਖ ਪੰਥ ਦੀਆਂ ਸਿਰਮੌਰ ਸੰਸਥਾਵਾਂ ਨਾਲ ਜੁੜੇ ਅਹਿਮ ਫ਼ੈਸਲੇ ਲੈਣ ਸਮੇਂ ਸਮੁੱਚੇ ਪੰਥ ਦੀ ਰਾਇ ਲੈਣੀ ਬਹੁਤ ਜ਼ਰੂਰੀ ਹੈ। ਇਹ ਵਿਚਾਰ ਸਿੱਖ ਆਗੂ ਸ. ਬੱਲ ਮਲਕੀਤ ਸਿੰਘ ਨੇ ਪ੍ਰਗਟ ਕੀਤੇ। ਉਨ੍ਹਾਂ ਕਿਹਾ ਕਿ ਜਥੇਦਾਰ ਸਾਹਿਬਾਨ ਦੀ ਨਿਯੁਕਤੀ ਅਤੇ ਸੇਵਾ ਮੁਕਤੀ ਲਈ ਇੱਕ ਸਪੱਸ਼ਟ ਵਿਧੀ-ਵਿਧਾਨ ਬਣਾਇਆ ਜਾਣਾ ਚਾਹੀਦਾ ਹੈ ਤਾਂ ਜੋ ਭਵਿੱਖ ਵਿੱਚ ਅਜਿਹੇ ਵਿਵਾਦ ਪੈਦਾ ਨਾ ਹੋਣ। ਉਨ੍ਹਾਂ ਕਿਹਾ ਕਿ ਸਮੁੱਚੇ ਸਿੱਖ ਜਗਤ ਨੂੰ ਇਕਜੁੱਟ ਹੋ ਕੇ ਇਸ ਮਸਲੇ ਦਾ ਹੱਲ ਕੱਢਣਾ ਚਾਹੀਦਾ ਹੈ। ਸਿੱਖ ਸੰਗਤ ਦੀਆਂ ਭਾਵਨਾਵਾਂ ਦਾ ਸਤਿਕਾਰ ਕਰਦੇ ਹੋਏ ਸ਼੍ਰੋਮਣੀ ਕਮੇਟੀ ਨੂੰ ਚਾਹੀਦਾ ਹੈ ਕਿ ਉਹ ਪੰਥਕ ਇਕੱਠ ਸੱਦ ਕੇ ਸਾਰੇ ਮਸਲਿਆਂ ਉੱਤੇ ਖੁੱਲ੍ਹ ਕੇ ਵਿਚਾਰ ਕਰੇ। ਉਨ੍ਹਾਂ ਅੱਗੇ ਕਿਹਾ ਕਿ ਧਾਰਮਿਕ ਅਦਾਰਿਆਂ ਨੂੰ ਸਿਆਸਤ ਤੋਂ ਦੂਰ ਰੱਖਿਆ ਜਾਣਾ ਚਾਹੀਦਾ ਹੈ ਅਤੇ ਪੰਥਕ ਪਰੰਪਰਾਵਾਂ ਦੀ ਪਾਲਣਾ ਹਰ ਹਾਲਤ ਵਿੱਚ ਯਕੀਨੀ ਬਣਾਈ ਜਾਣੀ ਚਾਹੀਦੀ ਹੈ। ਮਹਾਰਾਸ਼ਟਰ ਦੀਆਂ ਸਿੱਖ ਸੰਸਥਾਵਾਂ ਨੇ ਵੀ ਇਸ ਸਬੰਧੀ ਮਤਾ ਪਾਸ ਕਰਕੇ ਆਪਣਾ ਰੋਸ ਪ੍ਰਗਟ ਕੀਤਾ ਹੈ। ਇਸ ਮੌਕੇ ਹਾਜ਼ਰ ਹੋਰ ਪਤਵੰਤੇ ਸੱਜਣਾਂ ਨੇ ਵੀ ਆਪਣੇ ਵਿਚਾਰ ਰੱਖੇ ਅਤੇ ਪੰਥਕ ਏਕਤਾ ਉੱਤੇ ਜ਼ੋਰ ਦਿੱਤਾ। ਅੰਤ ਵਿੱਚ ਸਰਬੱਤ ਦੇ ਭਲੇ ਦੀ ਅਰਦਾਸ ਕੀਤੀ ਗਈ ਅਤੇ ਗੁਰੂ ਕਾ ਲੰਗਰ ਅਤੁੱਟ ਵਰਤਾਇਆ ਗਿਆ। ਸਮਾਗਮ ਵਿੱਚ ਵੱਡੀ ਗਿਣਤੀ ਵਿੱਚ ਸੰਗਤਾਂ ਨੇ ਹਾਜ਼ਰੀ ਭਰੀ। — [12, 226, 286, 389]
article-a9-dateline: ਲੁਧਿਆਣਾ, 15 ਮਾਰਚ (ਬਿਊਰੋ)- — [135, 642, 217, 650]
article-a11-photo — [771, 378, 962, 504]
masthead — [8, 5, 1504, 46]
column-3 — [567, 51, 762, 1187]
logo-part1: ਹੱਕ ਸੱਚ — [8, 5, 76, 33]
article-a6 — [296, 381, 561, 597]
article-a7-photo — [571, 112, 758, 199]
article-a11-text-cont2: ਬਾਬਾ ਫ਼ਰੀਦ ਕਾਲਜ ਆਫ਼ ਇੰਜੀਨੀਅਰਿੰਗ ਐਂਡ ਟੈਕਨਾਲੋਜੀ ਵਿਖੇ ਹੋਲੀ ਦਾ ਤਿਉਹਾਰ ਬੜੇ ਉਤਸ਼ਾਹ ਅਤੇ ਧੂਮ-ਧਾਮ ਨਾਲ ਮਨਾਇਆ ਗਿਆ। ਇਸ ਮੌਕੇ ਵਿਦਿਆਰਥੀਆਂ ਨੇ ਰੰਗ-ਬਿਰੰਗੇ ਪ੍ਰੋਗਰਾਮ ਪੇਸ਼ ਕੀਤੇ ਅਤੇ ਇੱਕ ਦੂਜੇ ਨੂੰ ਗੁਲਾਲ ਲਗਾ ਕੇ ਵਧਾਈਆਂ ਦਿੱਤੀਆਂ। ਕਾਲਜ ਪ੍ਰਬੰਧਕਾਂ ਨੇ ਵਿਦਿਆਰਥੀਆਂ ਨੂੰ ਸੁਰੱਖਿਅਤ ਅਤੇ ਵਾਤਾਵਰਣ ਪੱਖੀ ਢੰਗ ਨਾਲ ਹੋਲੀ ਮਨਾਉਣ ਦੀ ਪ੍ਰੇਰਨਾ ਦਿੱਤੀ। ਪ੍ਰਿੰਸੀਪਲ ਨੇ ਆਪਣੇ ਸੰਬੋਧਨ ਵਿੱਚ ਕਿਹਾ ਕਿ ਤਿਉਹਾਰ ਸਾਡੇ ਸੱਭਿਆਚਾਰ ਦਾ ਅਹਿਮ ਹਿੱਸਾ ਹਨ ਅਤੇ ਇਹ ਆਪਸੀ ਭਾਈਚਾਰਕ ਸਾਂਝ ਨੂੰ ਮਜ਼ਬੂਤ ਕਰਦੇ ਹਨ। ਸਮਾਗਮ ਦੌਰਾਨ ਸੱਭਿਆਚਾਰਕ ਪੇਸ਼ਕਾਰੀਆਂ, ਗੀਤ-ਸੰਗੀਤ ਅਤੇ ਭੰਗੜੇ ਨੇ ਮਾਹੌਲ ਨੂੰ ਰੰਗੀਨ ਬਣਾ ਦਿੱਤਾ। ਅੰਤ ਵਿੱਚ ਸਮੂਹ ਸਟਾਫ਼ ਅਤੇ ਵਿਦਿਆਰਥੀਆਂ ਨੇ ਮਿਲ ਕੇ ਹੋਲੀ ਦੀਆਂ ਮੁਬਾਰਕਾਂ ਸਾਂਝੀਆਂ ਕੀਤੀਆਂ। — [975, 337, 1229, 418]
article-a11-left — [567, 362, 762, 1055]
article-a5-headline: ਪੰਜਾਬ ਕਾਂਗਰਸ ਪ੍ਰਧਾਨ ਨੇ ਘੇਰੀ ਸਰਕਾਰ, ਬੰਦ ਬਲਾਵਾ ਚਿੰਤਾ ਦਾ ਵਿਸ਼ਾ ਮੁੱਖ ਮੰਤਰੀ ਦਾ ਨਹੀਂ ਧਿਆਨ — [12, 404, 286, 430]
article-a16-sub: ਹਲਕੇ ਦੇ ਲੋਕਾਂ ਦੇ ਵਿਕਾਸ ਲਈ ਸਰਕਾਰ ਸਿਆਸੀ ਗੰਢੀ ਮੁੜ ਲੋਕ ਤੇ ਲੈਕੇ ਆਏਗੀ - ਕਾਂਗਰਸ — [1243, 851, 1500, 882]
masthead-date: ਐਤਵਾਰ, 16 ਮਾਰਚ 2025 — [1323, 14, 1454, 30]
article-a12-text: ਨਸ਼ਿਆਂ ਵਿਰੁੱਧ ਵਿੱਢੀ ਗਈ ਮੁਹਿੰਮ ਤਹਿਤ ਐਸ.ਐਸ.ਪੀ. ਨੇ ਸਪੱਸ਼ਟ ਸ਼ਬਦਾਂ ਵਿੱਚ ਕਿਹਾ ਕਿ ਨਸ਼ਾ ਵੇਚਣ ਵਾਲਿਆਂ ਨੂੰ ਕਿਸੇ ਵੀ ਕੀਮਤ ਉੱਤੇ ਬਖ਼ਸ਼ਿਆ ਨਹੀਂ ਜਾਵੇਗਾ। ਉਨ੍ਹਾਂ ਕਿਹਾ ਕਿ ਪੁਲਿਸ ਵੱਲੋਂ ਲਗਾਤਾਰ ਛਾਪੇਮਾਰੀ ਕੀਤੀ ਜਾ ਰਹੀ ਹੈ ਅਤੇ ਵੱਡੀ ਗਿਣਤੀ ਵਿੱਚ ਨਸ਼ਾ ਤਸਕਰ ਕਾਬੂ ਕੀਤੇ ਗਏ ਹਨ। ਉਨ੍ਹਾਂ ਆਮ ਲੋਕਾਂ ਨੂੰ ਅਪੀਲ ਕੀਤੀ ਕਿ ਉਹ ਨਸ਼ਾ ਵੇਚਣ ਵਾਲਿਆਂ ਬਾਰੇ ਪੁਲਿਸ ਨੂੰ ਜਾਣਕਾਰੀ ਦੇਣ, ਸੂਚਨਾ ਦੇਣ ਵਾਲੇ ਦਾ ਨਾਮ ਗੁਪਤ ਰੱਖਿਆ ਜਾਵੇਗਾ। ਉਨ੍ਹਾਂ ਨੌਜਵਾਨਾਂ ਨੂੰ ਖੇਡਾਂ ਨਾਲ ਜੁੜਨ ਦੀ ਸਲਾਹ ਦਿੱਤੀ। — [1243, 746, 1500, 806]
article-a8 — [1239, 388, 1504, 582]
article-a12-dateline: ਸੰਗਰੂਰ, 15 ਮਾਰਚ (ਬਿਊਰੋ)- — [1243, 746, 1325, 754]
column-4 — [767, 51, 966, 1187]
article-a3-text: ਪੰਜਾਬ ਰਿਟਾਇਰਡ ਮਿਊਂਸਪਲ ਮੁਲਾਜ਼ਮ ਯੂਨੀਅਨ ਦੀ ਇੱਕ ਅਹਿਮ ਮੀਟਿੰਗ 17 ਮਾਰਚ ਨੂੰ ਸਥਾਨਕ ਦਫ਼ਤਰ ਵਿਖੇ ਹੋਵੇਗੀ। ਇਸ ਸਬੰਧੀ ਜਾਣਕਾਰੀ ਦਿੰਦਿਆਂ ਯੂਨੀਅਨ ਦੇ ਪ੍ਰਧਾਨ ਪਰਮਜੀਤ ਸਿੰਘ ਨੇ ਦੱਸਿਆ ਕਿ ਮੀਟਿੰਗ ਵਿੱਚ ਪੈਨਸ਼ਨ, ਮੈਡੀਕਲ ਭੱਤੇ ਅਤੇ ਬਕਾਇਆ ਰਕਮਾਂ ਸਬੰਧੀ ਮਸਲਿਆਂ ਉੱਤੇ ਵਿਚਾਰ ਕੀਤੀ ਜਾਵੇਗੀ। ਉਨ੍ਹਾਂ ਦੱਸਿਆ ਕਿ ਸਰਕਾਰ ਵੱਲੋਂ ਲੰਮੇ ਸਮੇਂ ਤੋਂ ਮੰਗਾਂ ਵੱਲ ਧਿਆਨ ਨਹੀਂ ਦਿੱਤਾ ਜਾ ਰਿਹਾ, ਜਿਸ ਕਾਰਨ ਰਿਟਾਇਰ ਮੁਲਾਜ਼ਮਾਂ ਨੂੰ ਭਾਰੀ ਮੁਸ਼ਕਲਾਂ ਦਾ ਸਾਹਮਣਾ ਕਰਨਾ ਪੈ ਰਿਹਾ ਹੈ। ਉਨ੍ਹਾਂ ਸਮੂਹ ਮੈਂਬਰਾਂ ਨੂੰ ਅਪੀਲ ਕੀਤੀ ਕਿ ਉਹ ਵੱਧ ਤੋਂ ਵੱਧ ਗਿਣਤੀ ਵਿੱਚ ਮੀਟਿੰਗ ਵਿੱਚ ਸ਼ਾਮਲ ਹੋਣ ਤਾਂ ਜੋ ਅਗਲੀ ਰਣਨੀਤੀ ਤਿਆਰ ਕੀਤੀ ਜਾ ਸਕੇ। — [1243, 91, 1500, 171]
article-a13-dateline: ਅਨੰਦਪੁਰ ਸਾਹਿਬ, 15 ਮਾਰਚ (ਬਿਊਰੋ)- — [12, 966, 100, 985]
article-a15-dateline: ਚੰਡੀਗੜ੍ਹ, 15 ਮਾਰਚ (ਬਿਊਰੋ)- — [771, 692, 864, 701]
article-a11-dateline: ਬਠਿੰਡਾ, 15 ਮਾਰਚ (ਬਿਊਰੋ)- — [570, 368, 648, 377]
article-a4-dateline: ਹੁਸ਼ਿਆਰਪੁਰ, 15 ਮਾਰਚ (ਜਸਵੀਰ ਮਲਿਕ)- — [1243, 307, 1369, 315]
article-a6-photo — [300, 420, 418, 519]
article-a2-photo — [300, 134, 557, 225]
article-a6-text: ਪੰਥ ਬਚਾਓ ਪੰਜਾਬ ਬਚਾਓ ਲਹਿਰ ਵੱਲੋਂ ਸਾਹਨੇਵਾਲ ਵਿਖੇ ਇੱਕ ਵਿਸ਼ਾਲ ਇਕੱਠ ਕੀਤਾ ਗਿਆ, ਜਿਸ ਵਿੱਚ ਵੱਡੀ ਗਿਣਤੀ ਵਿੱਚ ਸੰਗਤਾਂ ਨੇ ਸ਼ਿਰਕਤ ਕੀਤੀ। ਆਗੂਆਂ ਨੇ ਕਿਹਾ ਕਿ ਪੰਜਾਬ ਅੱਜ ਕਈ ਸੰਕਟਾਂ ਵਿੱਚੋਂ ਲੰਘ ਰਿਹਾ ਹੈ ਅਤੇ ਇਸ ਨੂੰ ਬਚਾਉਣ ਲਈ ਸਾਰਿਆਂ ਨੂੰ ਇਕਜੁੱਟ ਹੋਣਾ ਪਵੇਗਾ। ਉਨ੍ਹਾਂ ਨੌਜਵਾਨਾਂ ਨੂੰ ਨਸ਼ਿਆਂ ਤੋਂ ਦੂਰ ਰਹਿਣ ਅਤੇ ਸਿੱਖਿਆ ਵੱਲ ਧਿਆਨ ਦੇਣ ਦੀ ਅਪੀਲ ਕੀਤੀ। ਪ੍ਰਧਾਨ ਨੇ ਕਿਹਾ ਕਿ ਲਹਿਰ ਨੂੰ ਪਿੰਡ-ਪਿੰਡ ਪਹੁੰਚਾਇਆ ਜਾਵੇਗਾ ਅਤੇ ਆਉਣ ਵਾਲੇ ਦਿਨਾਂ ਵਿੱਚ ਵੱਡੇ ਇਕੱਠ ਕੀਤੇ ਜਾਣਗੇ। ਸਮਾਗਮ ਦੇ ਅੰਤ ਵਿੱਚ ਗੁਰੂ ਕਾ ਲੰਗਰ ਅਤੁੱਟ ਵਰਤਾਇਆ ਗਿਆ। — [299, 522, 557, 592]
article-a10 — [296, 603, 561, 685]
article-a7 — [567, 51, 762, 356]
article-a14-photo2 — [571, 1065, 758, 1183]
article-a11-text: ਬਾਬਾ ਫ਼ਰੀਦ ਕਾਲਜ ਆਫ਼ ਇੰਜੀਨੀਅਰਿੰਗ ਐਂਡ ਟੈਕਨਾਲੋਜੀ ਵਿਖੇ ਹੋਲੀ ਦਾ ਤਿਉਹਾਰ ਬੜੇ ਉਤਸ਼ਾਹ ਅਤੇ ਧੂਮ-ਧਾਮ ਨਾਲ ਮਨਾਇਆ ਗਿਆ। ਇਸ ਮੌਕੇ ਵਿਦਿਆਰਥੀਆਂ ਨੇ ਰੰਗ-ਬਿਰੰਗੇ ਪ੍ਰੋਗਰਾਮ ਪੇਸ਼ ਕੀਤੇ ਅਤੇ ਇੱਕ ਦੂਜੇ ਨੂੰ ਗੁਲਾਲ ਲਗਾ ਕੇ ਵਧਾਈਆਂ ਦਿੱਤੀਆਂ। ਕਾਲਜ ਪ੍ਰਬੰਧਕਾਂ ਨੇ ਵਿਦਿਆਰਥੀਆਂ ਨੂੰ ਸੁਰੱਖਿਅਤ ਅਤੇ ਵਾਤਾਵਰਣ ਪੱਖੀ ਢੰਗ ਨਾਲ ਹੋਲੀ ਮਨਾਉਣ ਦੀ ਪ੍ਰੇਰਨਾ ਦਿੱਤੀ। ਪ੍ਰਿੰਸੀਪਲ ਨੇ ਆਪਣੇ ਸੰਬੋਧਨ ਵਿੱਚ ਕਿਹਾ ਕਿ ਤਿਉਹਾਰ ਸਾਡੇ ਸੱਭਿਆਚਾਰ ਦਾ ਅਹਿਮ ਹਿੱਸਾ ਹਨ ਅਤੇ ਇਹ ਆਪਸੀ ਭਾਈਚਾਰਕ ਸਾਂਝ ਨੂੰ ਮਜ਼ਬੂਤ ਕਰਦੇ ਹਨ। ਸਮਾਗਮ ਦੌਰਾਨ ਸੱਭਿਆਚਾਰਕ ਪੇਸ਼ਕਾਰੀਆਂ, ਗੀਤ-ਸੰਗੀਤ ਅਤੇ ਭੰਗੜੇ ਨੇ ਮਾਹੌਲ ਨੂੰ ਰੰਗੀਨ ਬਣਾ ਦਿੱਤਾ। ਅੰਤ ਵਿੱਚ ਸਮੂਹ ਸਟਾਫ਼ ਅਤੇ ਵਿਦਿਆਰਥੀਆਂ ਨੇ ਮਿਲ ਕੇ ਹੋਲੀ ਦੀਆਂ ਮੁਬਾਰਕਾਂ ਸਾਂਝੀਆਂ ਕੀਤੀਆਂ। — [570, 368, 758, 480]
page-grid — [8, 51, 1504, 1187]
article-a14-photo2-box — [567, 1061, 762, 1187]
article-a2-text-cont: ਪੰਜਾਬ ਸਰਕਾਰ ਵੱਲੋਂ ਨਸ਼ਿਆਂ ਵਿਰੁੱਧ ਵਿੱਢੀ ਗਈ ਮੁਹਿੰਮ ਤਹਿਤ ਪੁਲਿਸ ਅਤੇ ਸਿਹਤ ਵਿਭਾਗ ਦੀ ਸਾਂਝੀ ਟੀਮ ਨੇ ਪਿੰਡ ਚੰਦਾ ਵਿਖੇ ਅਣਅਧਿਕਾਰਤ ਤੌਰ ਤੇ ਚਲਾਏ ਜਾ ਰਹੇ ਇੱਕ ਨਸ਼ਾ ਛੁਡਾਊ ਕੇਂਦਰ ਉੱਤੇ ਛਾਪੇਮਾਰੀ ਕੀਤੀ। ਇਸ ਦੌਰਾਨ ਕੇਂਦਰ ਵਿੱਚੋਂ 12 ਨੌਜਵਾਨਾਂ ਨੂੰ ਛੁਡਵਾਇਆ ਗਿਆ, ਜਿਨ੍ਹਾਂ ਨੂੰ ਕਥਿਤ ਤੌਰ ਤੇ ਬੰਦੀ ਬਣਾ ਕੇ ਰੱਖਿਆ ਹੋਇਆ ਸੀ। ਟੀਮ ਨੇ ਮੌਕੇ ਤੋਂ ਕੁਝ ਦਵਾਈਆਂ ਅਤੇ ਰਿਕਾਰਡ ਵੀ ਕਬਜ਼ੇ ਵਿੱਚ ਲਿਆ। ਜਾਂਚ ਵਿੱਚ ਸਾਹਮਣੇ ਆਇਆ ਕਿ ਕੇਂਦਰ ਕੋਲ ਸਿਹਤ ਵਿਭਾਗ ਦੀ ਕੋਈ ਮਨਜ਼ੂਰੀ ਨਹੀਂ ਸੀ ਅਤੇ ਨਾ ਹੀ ਕੋਈ ਯੋਗ ਡਾਕਟਰ ਤਾਇਨਾਤ ਸੀ। ਛਾਪੇਮਾਰੀ ਦੀ ਕਵਰੇਜ ਕਰ ਰਹੇ ਪੱਤਰਕਾਰਾਂ ਨਾਲ ਸੈਂਟਰ ਮਾਲਕਾਂ ਵੱਲੋਂ ਹੱਥੋਪਾਈ ਕਰਨ ਅਤੇ ਮੋਬਾਇਲ ਖੋਹਣ ਦੀ ਕੋਸ਼ਿਸ਼ ਵੀ ਕੀਤੀ ਗਈ, ਜਿਸ ਦੀ ਪੱਤਰਕਾਰ ਭਾਈਚਾਰੇ ਨੇ ਸਖ਼ਤ ਨਿਖੇਧੀ ਕੀਤੀ ਹੈ। ਪੁਲਿਸ ਨੇ ਮੌਕੇ ਉੱਤੇ ਪਹੁੰਚ ਕੇ ਸਥਿਤੀ ਨੂੰ ਕਾਬੂ ਹੇਠ ਕੀਤਾ। ਸਿਵਲ ਸਰਜਨ ਨੇ ਦੱਸਿਆ ਕਿ ਅਜਿਹੇ ਗੈਰ-ਕਾਨੂੰਨੀ ਕੇਂਦਰਾਂ ਵਿਰੁੱਧ ਮੁਹਿੰਮ ਲਗਾਤਾਰ ਜਾਰੀ ਰਹੇਗੀ ਅਤੇ ਜ਼ਿਲ੍ਹੇ ਭਰ ਵਿੱਚ ਸਾਰੇ ਕੇਂਦਰਾਂ ਦੀ ਜਾਂਚ ਕੀਤੀ ਜਾਵੇਗੀ। ਉਨ੍ਹਾਂ ਲੋਕਾਂ ਨੂੰ ਅਪੀਲ ਕੀਤੀ ਕਿ ਸਿਰਫ਼ ਸਰਕਾਰ ਤੋਂ ਮਾਨਤਾ ਪ੍ਰਾਪਤ ਕੇਂਦਰਾਂ ਵਿੱਚ ਹੀ ਆਪਣੇ ਬੱਚਿਆਂ ਦਾ ਇਲਾਜ ਕਰਵਾਉਣ। ਥਾਣਾ ਮੁਖੀ ਨੇ ਦੱਸਿਆ ਕਿ ਸਬੰਧਤ ਧਾਰਾਵਾਂ ਤਹਿਤ ਕੇਸ ਦਰਜ ਕਰਕੇ ਅਗਲੀ ਕਾਰਵਾਈ ਸ਼ੁਰੂ ਕਰ ਦਿੱਤੀ ਗਈ ਹੈ। — [771, 56, 962, 240]
article-a14-photo — [300, 729, 557, 887]
article-a7-text: ਸੀ.ਆਈ.ਏ. ਸਟਾਫ਼ ਮਲੋਟ ਅਤੇ ਸੀ.ਆਈ.ਏ. ਮੋਗਾ ਦੀ ਸਾਂਝੀ ਟੀਮ ਨੇ ਇੱਕ ਵੱਡੀ ਕਾਮਯਾਬੀ ਹਾਸਲ ਕਰਦਿਆਂ ਮੋਗਾ ਕਤਲ ਕਾਂਡ ਦੇ ਤਿੰਨ ਦੋਸ਼ੀਆਂ ਨੂੰ ਪੁਲਿਸ ਮੁਕਾਬਲੇ ਦੌਰਾਨ ਕਾਬੂ ਕਰ ਲਿਆ ਹੈ। ਪੁਲਿਸ ਮੁਤਾਬਕ ਦੋਸ਼ੀਆਂ ਨੇ ਪੁਲਿਸ ਪਾਰਟੀ ਉੱਤੇ ਗੋਲੀ ਚਲਾਈ, ਜਵਾਬੀ ਕਾਰਵਾਈ ਵਿੱਚ ਦੋ ਦੋਸ਼ੀ ਜ਼ਖ਼ਮੀ ਹੋ ਗਏ। ਦੋਸ਼ੀਆਂ ਕੋਲੋਂ ਤਿੰਨ ਪਿਸਤੌਲ ਅਤੇ ਕਾਰਤੂਸ ਬਰਾਮਦ ਹੋਏ ਹਨ। ਪੁਲਿਸ ਨੇ ਦੱਸਿਆ ਕਿ ਦੋਸ਼ੀ ਇੱਕ ਗੈਂਗ ਨਾਲ ਸਬੰਧਤ ਹਨ ਅਤੇ ਉਨ੍ਹਾਂ ਵਿਰੁੱਧ ਪਹਿਲਾਂ ਵੀ ਕਈ ਕੇਸ ਦਰਜ ਹਨ। — [570, 202, 758, 283]
column-6 — [1239, 51, 1504, 1187]
article-a17 — [8, 1027, 290, 1187]
